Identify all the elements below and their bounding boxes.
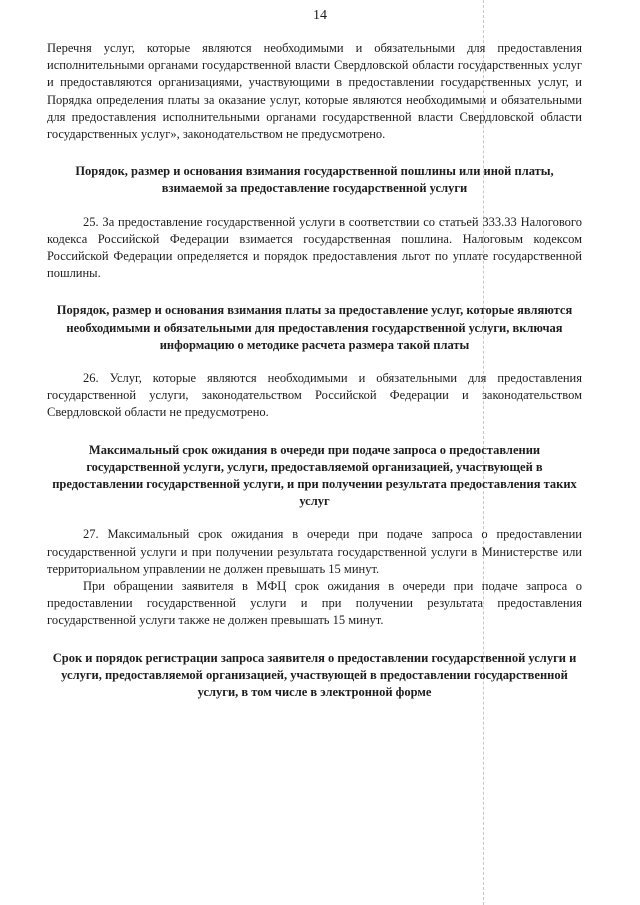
paragraph-27-mfc: При обращении заявителя в МФЦ срок ожидания в очереди при подаче запроса о предоставлении государственной услуги и при получении результата предоставления государственной услуги также не должен превышать 15 минут. [47, 579, 582, 628]
section-heading-service-payment: Порядок, размер и основания взимания платы за предоставление услуг, которые являются необходимыми и обязательными для предоставления государственной услуги, включая информацию о методике расчета размера такой платы [56, 303, 573, 352]
intro-paragraph: Перечня услуг, которые являются необходимыми и обязательными для предоставления исполнительными органами государственной власти Свердловской области государственных услуг и предоставляются организациями, участвующими в предоставлении государственных услуг, и Порядка определения платы за оказание услуг, которые являются необходимыми и обязательными для предоставления исполнительными органами государственной власти Свердловской области государственных услуг», законодательством не предусмотрено. [47, 41, 582, 142]
paragraph-26: 26. Услуг, которые являются необходимыми и обязательными для предоставления государственной услуги, законодательством Российской Федерации и законодательством Свердловской области не предусмотрено. [47, 371, 582, 420]
page-body [47, 40, 582, 701]
paragraph-27: 27. Максимальный срок ожидания в очереди при подаче запроса о предоставлении государственной услуги и при получении результата государственной услуги в Министерстве или территориальном управлении не должен превышать 15 минут. [47, 527, 582, 576]
section-heading-registration: Срок и порядок регистрации запроса заявителя о предоставлении государственной услуги и услуги, предоставляемой организацией, участвующей в предоставлении государственной услуги, в том числе в электронной форме [52, 650, 577, 700]
page-number: 14 [313, 8, 327, 23]
section-heading-queue-time: Максимальный срок ожидания в очереди при подаче запроса о предоставлении государственной услуги, услуги, предоставляемой организацией, участвующей в предоставлении государственной услуги, и при получении результата предоставления таких услуг [52, 442, 577, 509]
paragraph-25: 25. За предоставление государственной услуги в соответствии со статьей 333.33 Налогового кодекса Российской Федерации взимается государственная пошлина. Налоговым кодексом Российской Федерации определяется и порядок предоставления льгот по уплате государственной пошлины. [47, 214, 582, 281]
section-heading-state-fee: Порядок, размер и основания взимания государственной пошлины или иной платы, взимаемой за предоставление государственной услуги [75, 164, 554, 196]
